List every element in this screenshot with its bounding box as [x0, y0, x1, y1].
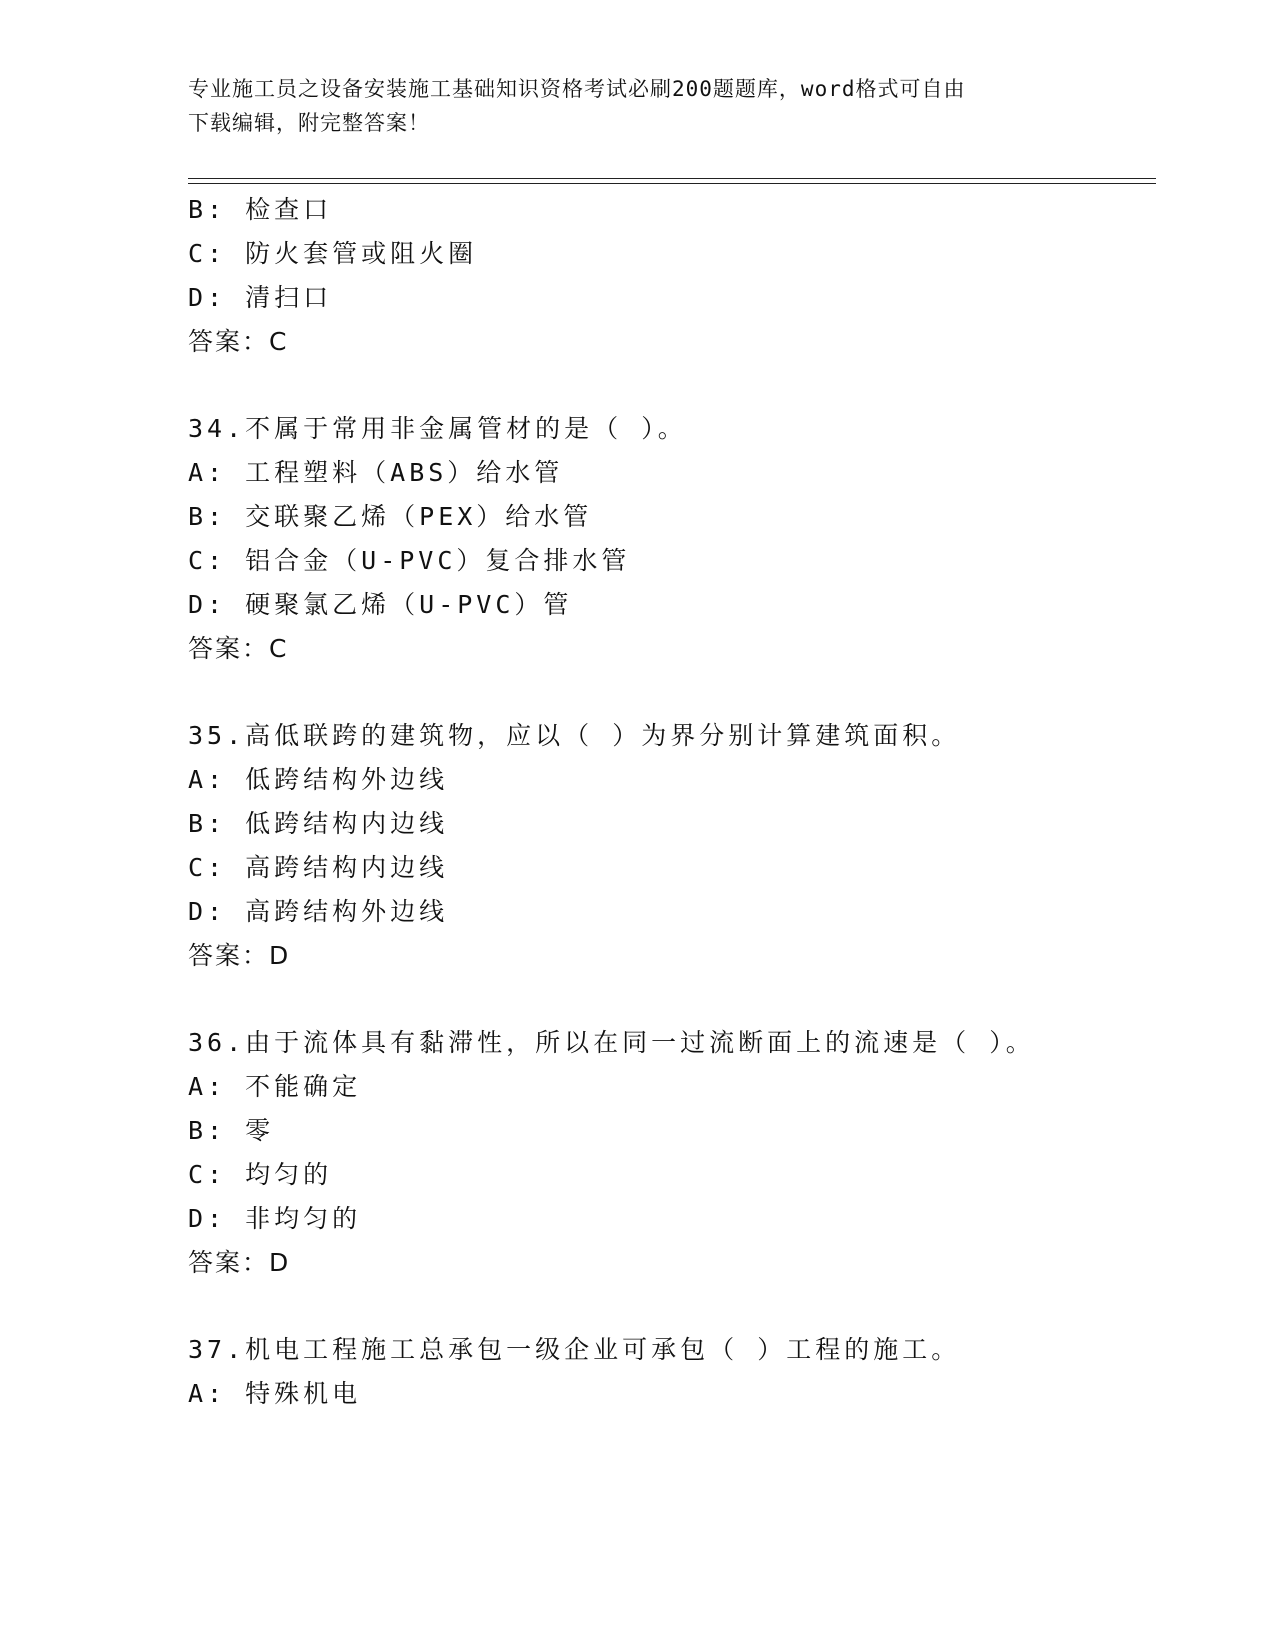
answer-33: 答案：C	[188, 327, 289, 356]
option-a: A: 不能确定	[188, 1072, 362, 1101]
question-34: 34.不属于常用非金属管材的是（ ）。	[188, 414, 687, 443]
option-d: D: 清扫口	[188, 283, 333, 312]
header-line-1: 专业施工员之设备安装施工基础知识资格考试必刷200题题库，word格式可自由	[188, 77, 966, 101]
option-c: C: 均匀的	[188, 1160, 333, 1189]
document-header	[188, 72, 1078, 140]
option-a: A: 低跨结构外边线	[188, 765, 449, 794]
header-divider-top	[188, 178, 1156, 179]
question-35: 35.高低联跨的建筑物，应以（ ）为界分别计算建筑面积。	[188, 721, 961, 750]
option-b: B: 交联聚乙烯（PEX）给水管	[188, 502, 593, 531]
option-b: B: 低跨结构内边线	[188, 809, 449, 838]
header-line-2: 下载编辑，附完整答案！	[188, 111, 430, 135]
answer-34: 答案：C	[188, 634, 289, 663]
option-a: A: 特殊机电	[188, 1379, 362, 1408]
option-d: D: 高跨结构外边线	[188, 897, 449, 926]
answer-35: 答案：D	[188, 941, 291, 970]
option-a: A: 工程塑料（ABS）给水管	[188, 458, 564, 487]
option-c: C: 防火套管或阻火圈	[188, 239, 478, 268]
option-c: C: 铝合金（U-PVC）复合排水管	[188, 546, 631, 575]
question-37: 37.机电工程施工总承包一级企业可承包（ ）工程的施工。	[188, 1335, 961, 1364]
option-d: D: 硬聚氯乙烯（U-PVC）管	[188, 590, 573, 619]
option-b: B: 检查口	[188, 195, 333, 224]
header-divider-bottom	[188, 183, 1156, 184]
question-36: 36.由于流体具有黏滞性，所以在同一过流断面上的流速是（ ）。	[188, 1028, 1035, 1057]
option-b: B: 零	[188, 1116, 275, 1145]
option-c: C: 高跨结构内边线	[188, 853, 449, 882]
answer-36: 答案：D	[188, 1248, 291, 1277]
option-d: D: 非均匀的	[188, 1204, 362, 1233]
